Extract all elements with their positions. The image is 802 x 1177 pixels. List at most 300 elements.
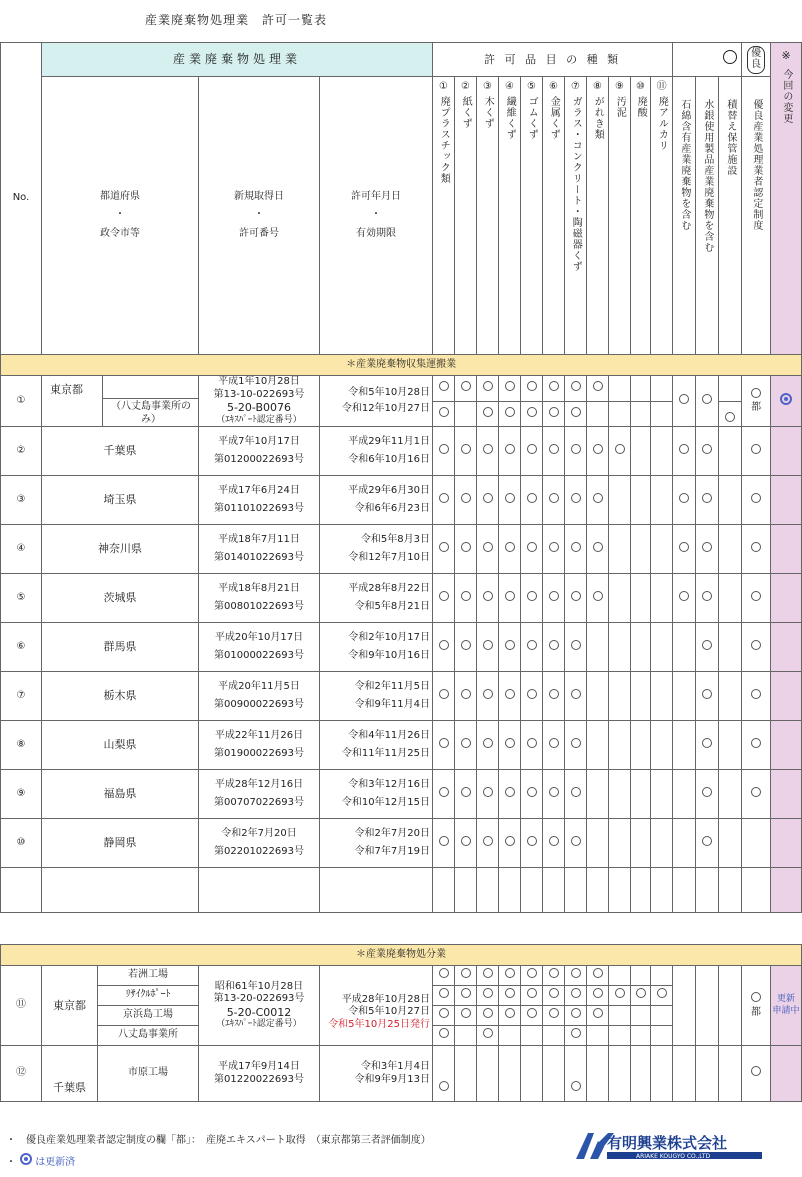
mark-circle-icon (483, 407, 493, 417)
mark-cell (719, 672, 742, 721)
mark-circle-icon (483, 493, 493, 503)
mark-cell (521, 672, 543, 721)
mark-circle-icon (702, 394, 712, 404)
mark-cell (499, 819, 521, 868)
mark-cell (477, 770, 499, 819)
row-pref: 埼玉県 (42, 476, 199, 525)
mark-cell (651, 986, 673, 1006)
mark-circle-icon (571, 1081, 581, 1091)
mark-cell (433, 819, 455, 868)
mark-circle-icon (439, 836, 449, 846)
mark-circle-icon (571, 836, 581, 846)
mark-cell (609, 770, 631, 819)
mark-cell (565, 476, 587, 525)
mark-cell (609, 525, 631, 574)
mark-cell (631, 986, 651, 1006)
mark-cell (565, 721, 587, 770)
row-new-date: 平成18年8月21日 第00801022693号 (199, 574, 320, 623)
mark-cell (521, 966, 543, 986)
mark-cell (651, 819, 673, 868)
mark-circle-icon (439, 1008, 449, 1018)
mark-circle-icon (549, 407, 559, 417)
mark-cell (499, 525, 521, 574)
mark-circle-icon (615, 444, 625, 454)
double-circle-icon (20, 1153, 32, 1165)
mark-circle-icon (527, 407, 537, 417)
mark-circle-icon (461, 988, 471, 998)
row-pref: 栃木県 (42, 672, 199, 721)
mark-cell (521, 721, 543, 770)
mark-circle-icon (439, 444, 449, 454)
mark-cell (696, 770, 719, 819)
header-group: 産業廃棄物処理業 (42, 43, 433, 77)
mark-cell (433, 476, 455, 525)
mark-cell (477, 401, 499, 427)
mark-cell (433, 1006, 455, 1026)
table-row (1, 770, 802, 819)
mark-cell (587, 770, 609, 819)
mark-circle-icon (461, 689, 471, 699)
mark-circle-icon (527, 444, 537, 454)
mark-cell (455, 476, 477, 525)
mark-circle-icon (439, 640, 449, 650)
mark-circle-icon (461, 836, 471, 846)
mark-circle-icon (527, 738, 537, 748)
mark-cell (455, 721, 477, 770)
mark-circle-icon (461, 493, 471, 503)
header-kind-5: ⑤ ゴムくず (521, 77, 543, 355)
mark-cell (651, 623, 673, 672)
mark-cell (631, 427, 651, 476)
mark-circle-icon (593, 493, 603, 503)
mark-cell (673, 770, 696, 819)
table-row (1, 476, 802, 525)
mark-circle-icon (549, 1008, 559, 1018)
mark-cell (651, 770, 673, 819)
mark-circle-icon (751, 444, 761, 454)
table-row (1, 525, 802, 574)
disposal-permit-table (0, 944, 802, 1102)
mark-cell (565, 574, 587, 623)
mark-cell (742, 623, 771, 672)
mark-cell (742, 672, 771, 721)
mark-circle-icon (483, 738, 493, 748)
mark-cell (587, 574, 609, 623)
mark-circle-icon (439, 968, 449, 978)
mark-cell (521, 574, 543, 623)
mark-circle-icon (527, 381, 537, 391)
mark-circle-icon (751, 689, 761, 699)
mark-circle-icon (527, 1008, 537, 1018)
mark-cell (609, 1046, 631, 1102)
mark-circle-icon (702, 591, 712, 601)
mark-cell (543, 1046, 565, 1102)
mark-circle-icon (571, 689, 581, 699)
mark-circle-icon (571, 444, 581, 454)
mark-cell (499, 986, 521, 1006)
change-cell (771, 1046, 802, 1102)
mark-circle-icon (751, 787, 761, 797)
mark-cell (499, 672, 521, 721)
mark-cell (719, 401, 742, 427)
mark-cell (521, 1046, 543, 1102)
header-extra-1: 石綿含有産業廃棄物を含む (673, 77, 696, 355)
mark-cell (631, 574, 651, 623)
mark-cell (609, 819, 631, 868)
mark-cell (477, 525, 499, 574)
mark-cell (455, 1006, 477, 1026)
mark-cell (499, 427, 521, 476)
section-collection-title: ＊産業廃棄物収集運搬業 (1, 355, 802, 376)
mark-cell (651, 1046, 673, 1102)
double-circle-icon (780, 393, 792, 405)
mark-circle-icon (571, 988, 581, 998)
mark-cell (631, 1046, 651, 1102)
mark-cell (565, 819, 587, 868)
mark-cell (673, 721, 696, 770)
row-permit-date: 令和2年7月20日 令和7年7月19日 (320, 819, 433, 868)
yuryo-cell (742, 1046, 771, 1102)
company-logo (574, 1131, 764, 1161)
table-row (1, 819, 802, 868)
mark-cell (499, 401, 521, 427)
mark-circle-icon (657, 988, 667, 998)
mark-circle-icon (571, 542, 581, 552)
row-pref: 山梨県 (42, 721, 199, 770)
mark-cell (565, 525, 587, 574)
mark-circle-icon (571, 968, 581, 978)
mark-cell (433, 672, 455, 721)
mark-cell (455, 966, 477, 986)
mark-circle-icon (483, 591, 493, 601)
mark-circle-icon (527, 493, 537, 503)
mark-cell (587, 1046, 609, 1102)
mark-circle-icon (461, 738, 471, 748)
mark-circle-icon (702, 444, 712, 454)
mark-cell (651, 427, 673, 476)
mark-cell (477, 376, 499, 402)
mark-circle-icon (505, 968, 515, 978)
mark-circle-icon (751, 493, 761, 503)
mark-cell (433, 1046, 455, 1102)
mark-cell (651, 376, 673, 402)
mark-circle-icon (679, 542, 689, 552)
mark-circle-icon (483, 640, 493, 650)
change-cell (771, 721, 802, 770)
mark-cell (587, 401, 609, 427)
header-newdate: 新規取得日 ・ 許可番号 (199, 77, 320, 355)
row-permit-date: 平成28年8月22日 令和5年8月21日 (320, 574, 433, 623)
mark-cell (673, 476, 696, 525)
header-kinds-title: 許 可 品 目 の 種 類 (433, 43, 673, 77)
mark-cell (673, 623, 696, 672)
change-cell: 更新 申請中 (771, 966, 802, 1046)
table-row (1, 623, 802, 672)
mark-cell (609, 427, 631, 476)
mark-circle-icon (461, 968, 471, 978)
mark-cell (455, 427, 477, 476)
mark-circle-icon (702, 738, 712, 748)
mark-cell (719, 623, 742, 672)
mark-circle-icon (483, 381, 493, 391)
mark-circle-icon (571, 591, 581, 601)
mark-cell (651, 721, 673, 770)
mark-circle-icon (439, 381, 449, 391)
mark-circle-icon (593, 988, 603, 998)
row-pref: 群馬県 (42, 623, 199, 672)
change-cell (771, 476, 802, 525)
mark-circle-icon (461, 787, 471, 797)
mark-cell (521, 427, 543, 476)
row-permit-date: 令和3年12月16日 令和10年12月15日 (320, 770, 433, 819)
collection-permit-table (0, 42, 802, 913)
mark-cell (433, 986, 455, 1006)
mark-cell (673, 672, 696, 721)
mark-cell (631, 672, 651, 721)
row-no: ⑫ (1, 1046, 42, 1102)
mark-cell (565, 986, 587, 1006)
mark-circle-icon (505, 591, 515, 601)
mark-cell (742, 770, 771, 819)
mark-cell (609, 1026, 631, 1046)
mark-cell (455, 1026, 477, 1046)
mark-circle-icon (483, 542, 493, 552)
mark-cell (543, 986, 565, 1006)
mark-cell (565, 1026, 587, 1046)
table-row (1, 672, 802, 721)
mark-cell (477, 1026, 499, 1046)
section-disposal-title: ＊産業廃棄物処分業 (1, 945, 802, 966)
mark-cell (673, 525, 696, 574)
mark-circle-icon (483, 1008, 493, 1018)
mark-circle-icon (702, 689, 712, 699)
mark-cell (742, 427, 771, 476)
row-no: ⑩ (1, 819, 42, 868)
mark-cell (543, 574, 565, 623)
mark-circle-icon (505, 381, 515, 391)
mark-circle-icon (439, 1081, 449, 1091)
footnote-updated: ・ は更新済 (6, 1153, 75, 1168)
mark-cell (433, 721, 455, 770)
row-pref: 静岡県 (42, 819, 199, 868)
mark-cell (455, 986, 477, 1006)
mark-circle-icon (593, 542, 603, 552)
change-cell (771, 574, 802, 623)
mark-circle-icon (751, 542, 761, 552)
mark-circle-icon (593, 591, 603, 601)
row-new-date: 平成17年6月24日 第01101022693号 (199, 476, 320, 525)
mark-cell (696, 427, 719, 476)
row-new-date: 平成18年7月11日 第01401022693号 (199, 525, 320, 574)
mark-cell (673, 427, 696, 476)
table-row (1, 721, 802, 770)
mark-circle-icon (751, 388, 761, 398)
row-new-date: 平成1年10月28日 第13-10-022693号 5-20-B0076 （ｴｷｽﾊﾟｰﾄ認定番号） (199, 376, 320, 427)
row-no: ⑦ (1, 672, 42, 721)
mark-cell (609, 672, 631, 721)
mark-circle-icon (549, 968, 559, 978)
mark-cell (455, 672, 477, 721)
header-kind-1: ① 廃プラスチック類 (433, 77, 455, 355)
mark-cell (696, 819, 719, 868)
mark-cell (565, 427, 587, 476)
row-pref: 東京都 （八丈島事業所のみ） (42, 376, 199, 427)
row-pref: 千葉県 (42, 1046, 98, 1102)
mark-cell (587, 376, 609, 402)
mark-circle-icon (725, 412, 735, 422)
mark-circle-icon (505, 988, 515, 998)
mark-circle-icon (527, 988, 537, 998)
mark-cell (565, 672, 587, 721)
mark-cell (455, 525, 477, 574)
mark-cell (565, 623, 587, 672)
mark-cell (433, 623, 455, 672)
mark-circle-icon (549, 738, 559, 748)
mark-cell (455, 623, 477, 672)
mark-cell (587, 427, 609, 476)
mark-circle-icon (679, 444, 689, 454)
mark-circle-icon (571, 407, 581, 417)
mark-cell (609, 401, 631, 427)
mark-cell (587, 672, 609, 721)
mark-cell (521, 401, 543, 427)
mark-cell (631, 376, 651, 402)
mark-cell (521, 770, 543, 819)
mark-cell (543, 525, 565, 574)
mark-cell (719, 721, 742, 770)
mark-cell (477, 574, 499, 623)
mark-cell (433, 401, 455, 427)
plant-name: 京浜島工場 (98, 1006, 199, 1026)
logo-subtext: ARIAKE KOUGYO CO.,LTD (636, 1153, 711, 1160)
row-pref: 千葉県 (42, 427, 199, 476)
circle-symbol-icon (723, 50, 737, 64)
mark-cell (521, 525, 543, 574)
mark-circle-icon (505, 444, 515, 454)
row-permit-date: 平成29年11月1日 令和6年10月16日 (320, 427, 433, 476)
mark-cell (631, 623, 651, 672)
mark-cell (521, 1026, 543, 1046)
table-row (1, 1046, 802, 1102)
mark-circle-icon (505, 738, 515, 748)
mark-cell (696, 623, 719, 672)
mark-circle-icon (461, 381, 471, 391)
yuryo-mark-icon: 優 良 (747, 46, 765, 74)
mark-cell (543, 623, 565, 672)
mark-cell (587, 819, 609, 868)
mark-circle-icon (439, 689, 449, 699)
row-permit-date: 令和2年11月5日 令和9年11月4日 (320, 672, 433, 721)
mark-circle-icon (439, 493, 449, 503)
mark-circle-icon (505, 407, 515, 417)
mark-cell (719, 525, 742, 574)
mark-cell (543, 721, 565, 770)
mark-cell (609, 476, 631, 525)
row-permit-date: 令和4年11月26日 令和11年11月25日 (320, 721, 433, 770)
mark-cell (499, 770, 521, 819)
mark-cell (499, 376, 521, 402)
row-no: ③ (1, 476, 42, 525)
mark-cell (742, 476, 771, 525)
mark-circle-icon (549, 381, 559, 391)
mark-cell (651, 401, 673, 427)
row-no: ⑨ (1, 770, 42, 819)
mark-circle-icon (549, 542, 559, 552)
mark-circle-icon (571, 640, 581, 650)
mark-cell (696, 721, 719, 770)
header-kind-11: ⑪ 廃アルカリ (651, 77, 673, 355)
mark-cell (477, 623, 499, 672)
header-kind-7: ⑦ ガラス・コンクリート・陶磁器くず (565, 77, 587, 355)
mark-circle-icon (483, 689, 493, 699)
mark-cell (477, 1006, 499, 1026)
mark-circle-icon (461, 640, 471, 650)
mark-cell (565, 966, 587, 986)
mark-cell (696, 476, 719, 525)
mark-cell (587, 623, 609, 672)
row-pref: 福島県 (42, 770, 199, 819)
mark-cell (631, 525, 651, 574)
row-permit-date: 平成29年6月30日 令和6年6月23日 (320, 476, 433, 525)
mark-circle-icon (751, 1066, 761, 1076)
yuryo-cell: 都 (742, 376, 771, 427)
mark-cell (631, 476, 651, 525)
mark-cell (587, 476, 609, 525)
mark-circle-icon (549, 988, 559, 998)
mark-cell (433, 525, 455, 574)
mark-circle-icon (679, 394, 689, 404)
header-pref: 都道府県 ・ 政令市等 (42, 77, 199, 355)
change-cell (771, 376, 802, 427)
mark-cell (433, 427, 455, 476)
mark-cell (719, 376, 742, 402)
mark-circle-icon (439, 542, 449, 552)
mark-circle-icon (751, 591, 761, 601)
mark-cell (631, 966, 651, 986)
mark-circle-icon (483, 787, 493, 797)
mark-cell (587, 966, 609, 986)
mark-circle-icon (615, 988, 625, 998)
mark-cell (433, 966, 455, 986)
mark-cell (651, 1006, 673, 1026)
mark-cell (499, 574, 521, 623)
mark-cell (543, 819, 565, 868)
yuryo-cell: 都 (742, 966, 771, 1046)
mark-circle-icon (505, 640, 515, 650)
mark-cell (651, 525, 673, 574)
mark-cell (477, 476, 499, 525)
mark-cell (565, 1006, 587, 1026)
mark-circle-icon (549, 444, 559, 454)
mark-circle-icon (527, 836, 537, 846)
mark-circle-icon (527, 689, 537, 699)
mark-circle-icon (439, 787, 449, 797)
header-kind-8: ⑧ がれき類 (587, 77, 609, 355)
mark-circle-icon (702, 493, 712, 503)
mark-circle-icon (439, 1028, 449, 1038)
row-new-date: 令和2年7月20日 第02201022693号 (199, 819, 320, 868)
mark-cell (696, 525, 719, 574)
mark-circle-icon (571, 787, 581, 797)
mark-cell (673, 376, 696, 427)
mark-circle-icon (679, 493, 689, 503)
logo-text: 有明興業株式会社 (607, 1134, 728, 1152)
mark-circle-icon (702, 836, 712, 846)
mark-circle-icon (549, 689, 559, 699)
plant-name: ﾘｻｲｸﾙﾎﾟｰﾄ (98, 986, 199, 1006)
mark-cell (696, 376, 719, 427)
mark-cell (455, 819, 477, 868)
